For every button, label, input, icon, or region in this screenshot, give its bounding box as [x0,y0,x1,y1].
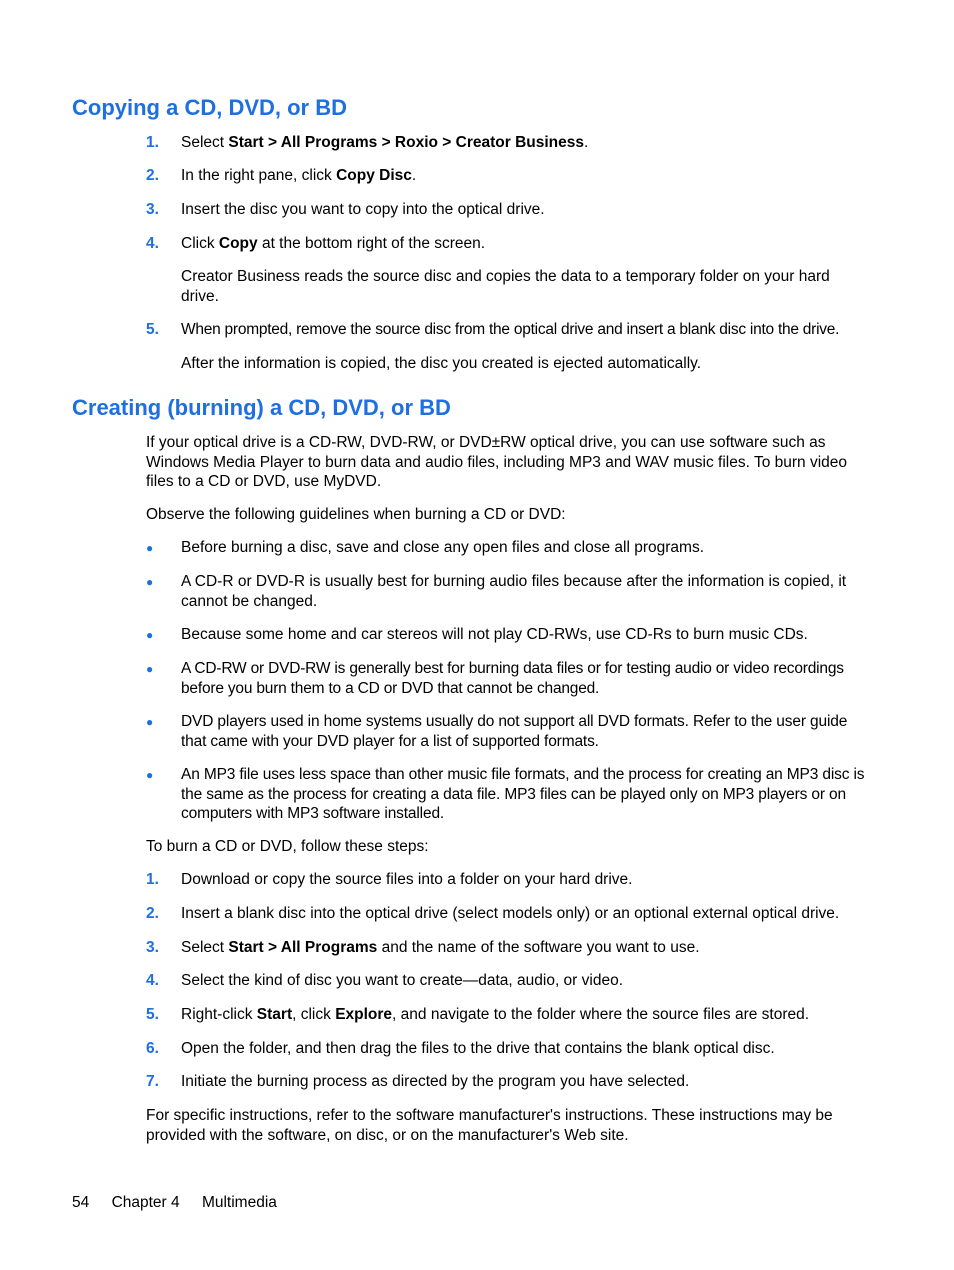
step-number: 4. [146,972,159,989]
step-number: 7. [146,1073,159,1090]
step-text: In the right pane, click Copy Disc. [181,167,417,184]
step-number: 2. [146,167,159,184]
bullet-icon: ● [146,541,154,555]
intro-paragraph: If your optical drive is a CD-RW, DVD-RW, or DVD±RW optical drive, you can use software such as Windows Media Player to burn data and audio files, including MP3 and WAV music files. To burn video files to a CD or DVD, use MyDVD. [146,434,848,490]
step-text: When prompted, remove the source disc from the optical drive and insert a blank disc into the drive. [181,321,840,338]
step-text: Download or copy the source files into a folder on your hard drive. [181,871,633,888]
bullet-text: An MP3 file uses less space than other music file formats, and the process for creating an MP3 disc is the same as the process for creating a data file. MP3 files can be played only on MP3 players or on computers with MP3 software installed. [181,766,865,822]
bullet-icon: ● [146,662,154,676]
step-number: 3. [146,201,159,218]
bullet-text: DVD players used in home systems usually do not support all DVD formats. Refer to the user guide that came with your DVD player for a list of supported formats. [181,713,848,750]
step-number: 5. [146,321,159,338]
step-number: 3. [146,939,159,956]
step-note: Creator Business reads the source disc and copies the data to a temporary folder on your hard drive. [181,268,830,305]
page-footer [72,1193,295,1213]
bullet-text: A CD-R or DVD-R is usually best for burning audio files because after the information is copied, it cannot be changed. [181,573,847,610]
step-text: Click Copy at the bottom right of the screen. [181,235,486,252]
step-text: Insert a blank disc into the optical drive (select models only) or an optional external optical drive. [181,905,840,922]
step-text: Right-click Start, click Explore, and navigate to the folder where the source files are stored. [181,1006,810,1023]
step-note: After the information is copied, the disc you created is ejected automatically. [181,355,702,372]
section-heading-creating: Creating (burning) a CD, DVD, or BD [72,395,451,420]
step-text: Select Start > All Programs and the name of the software you want to use. [181,939,700,956]
step-number: 1. [146,871,159,888]
page-number: 54 [72,1194,90,1211]
bullet-text: Because some home and car stereos will not play CD-RWs, use CD-Rs to burn music CDs. [181,626,808,643]
step-text: Initiate the burning process as directed by the program you have selected. [181,1073,690,1090]
bullet-icon: ● [146,768,154,782]
chapter-label: Chapter 4 [111,1194,180,1211]
step-number: 2. [146,905,159,922]
step-text: Select the kind of disc you want to create—data, audio, or video. [181,972,624,989]
chapter-title: Multimedia [201,1194,277,1211]
bullet-icon: ● [146,628,154,642]
bullet-icon: ● [146,715,154,729]
section-heading-copying: Copying a CD, DVD, or BD [72,95,348,120]
step-text: Open the folder, and then drag the files to the drive that contains the blank optical disc. [181,1040,775,1057]
bullet-text: A CD-RW or DVD-RW is generally best for burning data files or for testing audio or video recordings before you burn them to a CD or DVD that cannot be changed. [181,660,844,697]
step-text: Select Start > All Programs > Roxio > Creator Business. [181,134,589,151]
step-number: 1. [146,134,159,151]
bullet-text: Before burning a disc, save and close any open files and close all programs. [181,539,704,556]
bullet-icon: ● [146,575,154,589]
steps-intro: To burn a CD or DVD, follow these steps: [146,838,429,855]
guidelines-intro: Observe the following guidelines when burning a CD or DVD: [146,506,566,523]
closing-paragraph: For specific instructions, refer to the software manufacturer's instructions. These instructions may be provided with the software, on disc, or on the manufacturer's Web site. [146,1107,833,1144]
step-number: 4. [146,235,159,252]
step-number: 5. [146,1006,159,1023]
step-text: Insert the disc you want to copy into the optical drive. [181,201,545,218]
step-number: 6. [146,1040,159,1057]
